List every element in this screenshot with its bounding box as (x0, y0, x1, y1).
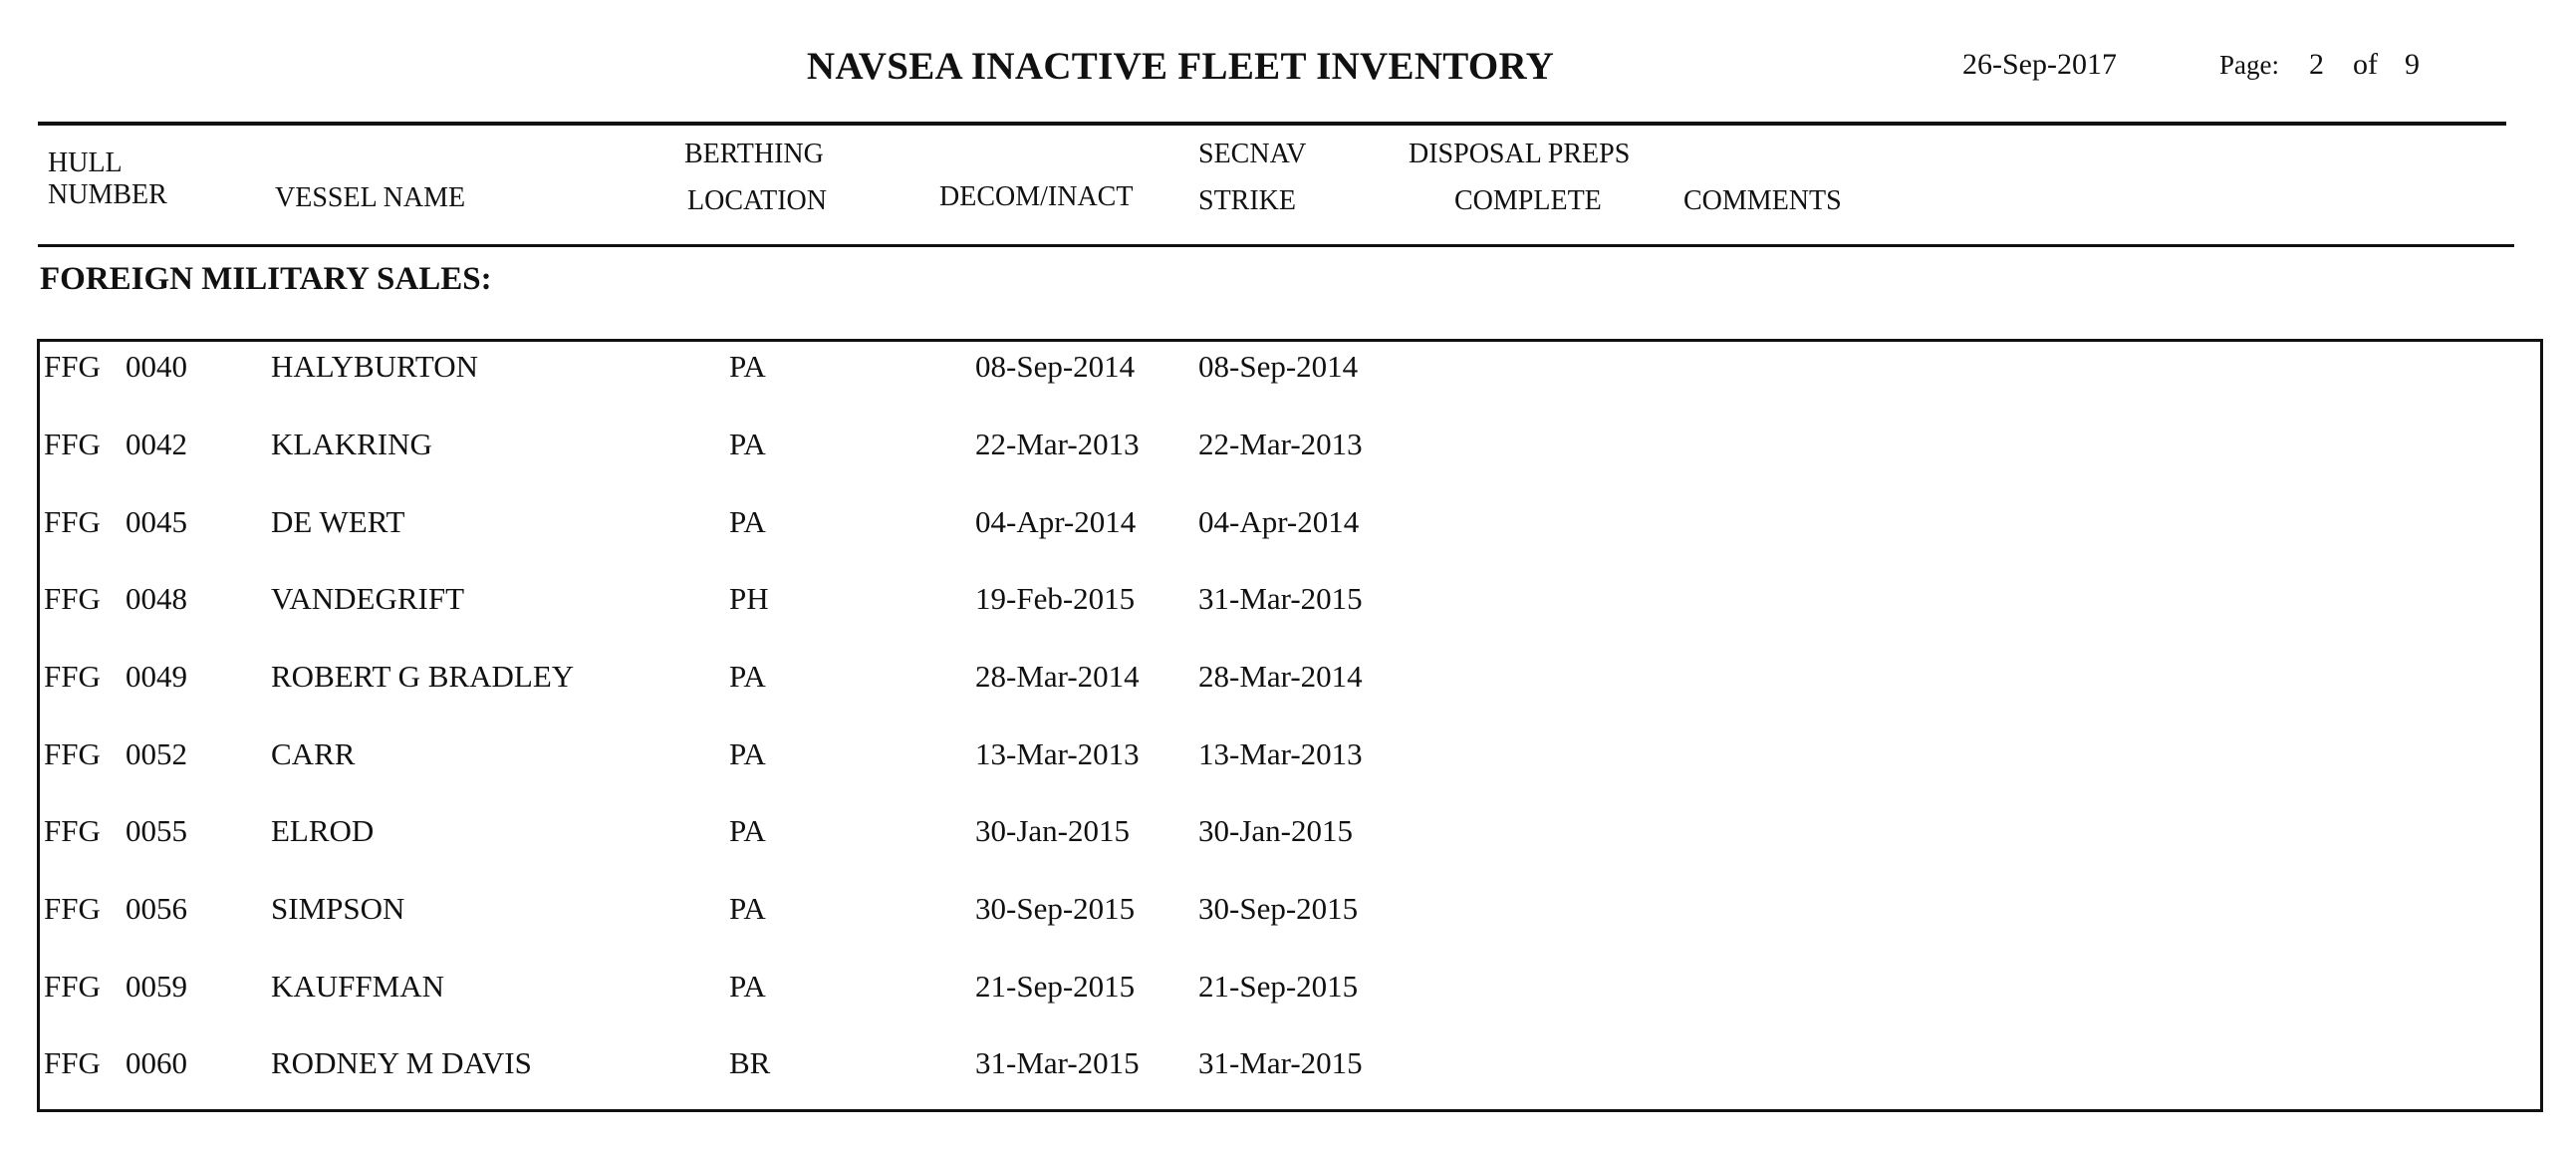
page-label: Page: (2219, 50, 2279, 80)
hull-number: 0056 (126, 891, 187, 926)
decom-date: 30-Sep-2015 (975, 891, 1136, 926)
berthing-location: PA (729, 813, 766, 848)
hull-number: 0048 (126, 581, 187, 616)
berthing-location: PA (729, 504, 766, 539)
hull-type: FFG (44, 891, 101, 926)
table-row (40, 736, 2540, 796)
berthing-location: PA (729, 349, 766, 384)
hull-number: 0045 (126, 504, 187, 539)
berthing-location: PA (729, 736, 766, 771)
vessel-name: SIMPSON (271, 891, 405, 926)
page-total: 9 (2405, 48, 2420, 81)
column-header-decom: DECOM/INACT (939, 181, 1134, 212)
vessel-name: ROBERT G BRADLEY (271, 659, 575, 694)
header-top-rule (38, 122, 2506, 126)
column-header-disposal-line2: COMPLETE (1454, 185, 1602, 216)
hull-number: 0040 (126, 349, 187, 384)
hull-number: 0049 (126, 659, 187, 694)
hull-type: FFG (44, 504, 101, 539)
strike-date: 31-Mar-2015 (1198, 1045, 1363, 1080)
vessel-name: HALYBURTON (271, 349, 479, 384)
berthing-location: PA (729, 969, 766, 1004)
strike-date: 22-Mar-2013 (1198, 427, 1363, 461)
table-row (40, 504, 2540, 564)
vessel-name: DE WERT (271, 504, 405, 539)
strike-date: 31-Mar-2015 (1198, 581, 1363, 616)
hull-type: FFG (44, 349, 101, 384)
berthing-location: PA (729, 891, 766, 926)
berthing-location: PA (729, 659, 766, 694)
column-header-vessel-name: VESSEL NAME (275, 182, 466, 213)
table-row (40, 581, 2540, 641)
vessel-name: KAUFFMAN (271, 969, 444, 1004)
decom-date: 28-Mar-2014 (975, 659, 1140, 694)
column-header-secnav-line1: SECNAV (1198, 139, 1307, 169)
table-row (40, 659, 2540, 719)
table-row (40, 427, 2540, 486)
berthing-location: PH (729, 581, 769, 616)
berthing-location: PA (729, 427, 766, 461)
strike-date: 21-Sep-2015 (1198, 969, 1359, 1004)
column-header-disposal-line1: DISPOSAL PREPS (1409, 139, 1631, 169)
column-header-berthing-line2: LOCATION (687, 185, 827, 216)
hull-number: 0060 (126, 1045, 187, 1080)
decom-date: 13-Mar-2013 (975, 736, 1140, 771)
decom-date: 30-Jan-2015 (975, 813, 1130, 848)
hull-number: 0055 (126, 813, 187, 848)
report-title: NAVSEA INACTIVE FLEET INVENTORY (806, 45, 1555, 88)
table-row (40, 1045, 2540, 1105)
decom-date: 19-Feb-2015 (975, 581, 1136, 616)
strike-date: 04-Apr-2014 (1198, 504, 1360, 539)
table-row (40, 813, 2540, 873)
page-of-label: of (2353, 48, 2378, 81)
strike-date: 30-Sep-2015 (1198, 891, 1359, 926)
table-row (40, 891, 2540, 951)
decom-date: 22-Mar-2013 (975, 427, 1140, 461)
vessel-table (37, 339, 2543, 1112)
hull-type: FFG (44, 581, 101, 616)
table-row (40, 969, 2540, 1028)
decom-date: 21-Sep-2015 (975, 969, 1136, 1004)
hull-type: FFG (44, 813, 101, 848)
column-header-comments: COMMENTS (1683, 185, 1842, 216)
vessel-name: ELROD (271, 813, 375, 848)
column-header-hull-line2: NUMBER (48, 179, 167, 210)
hull-type: FFG (44, 1045, 101, 1080)
vessel-name: KLAKRING (271, 427, 432, 461)
vessel-name: RODNEY M DAVIS (271, 1045, 532, 1080)
column-header-secnav-line2: STRIKE (1198, 185, 1296, 216)
table-row (40, 349, 2540, 409)
strike-date: 08-Sep-2014 (1198, 349, 1359, 384)
hull-type: FFG (44, 736, 101, 771)
hull-number: 0059 (126, 969, 187, 1004)
hull-number: 0052 (126, 736, 187, 771)
strike-date: 30-Jan-2015 (1198, 813, 1353, 848)
report-date: 26-Sep-2017 (1962, 48, 2117, 81)
decom-date: 31-Mar-2015 (975, 1045, 1140, 1080)
page-number: 2 (2309, 48, 2324, 81)
column-header-rule (38, 244, 2514, 247)
decom-date: 04-Apr-2014 (975, 504, 1137, 539)
hull-type: FFG (44, 659, 101, 694)
hull-number: 0042 (126, 427, 187, 461)
hull-type: FFG (44, 969, 101, 1004)
hull-type: FFG (44, 427, 101, 461)
section-title: FOREIGN MILITARY SALES: (40, 261, 492, 297)
column-header-berthing-line1: BERTHING (684, 139, 824, 169)
column-header-hull-line1: HULL (48, 147, 123, 178)
decom-date: 08-Sep-2014 (975, 349, 1136, 384)
strike-date: 13-Mar-2013 (1198, 736, 1363, 771)
vessel-name: CARR (271, 736, 356, 771)
berthing-location: BR (729, 1045, 771, 1080)
strike-date: 28-Mar-2014 (1198, 659, 1363, 694)
vessel-name: VANDEGRIFT (271, 581, 465, 616)
